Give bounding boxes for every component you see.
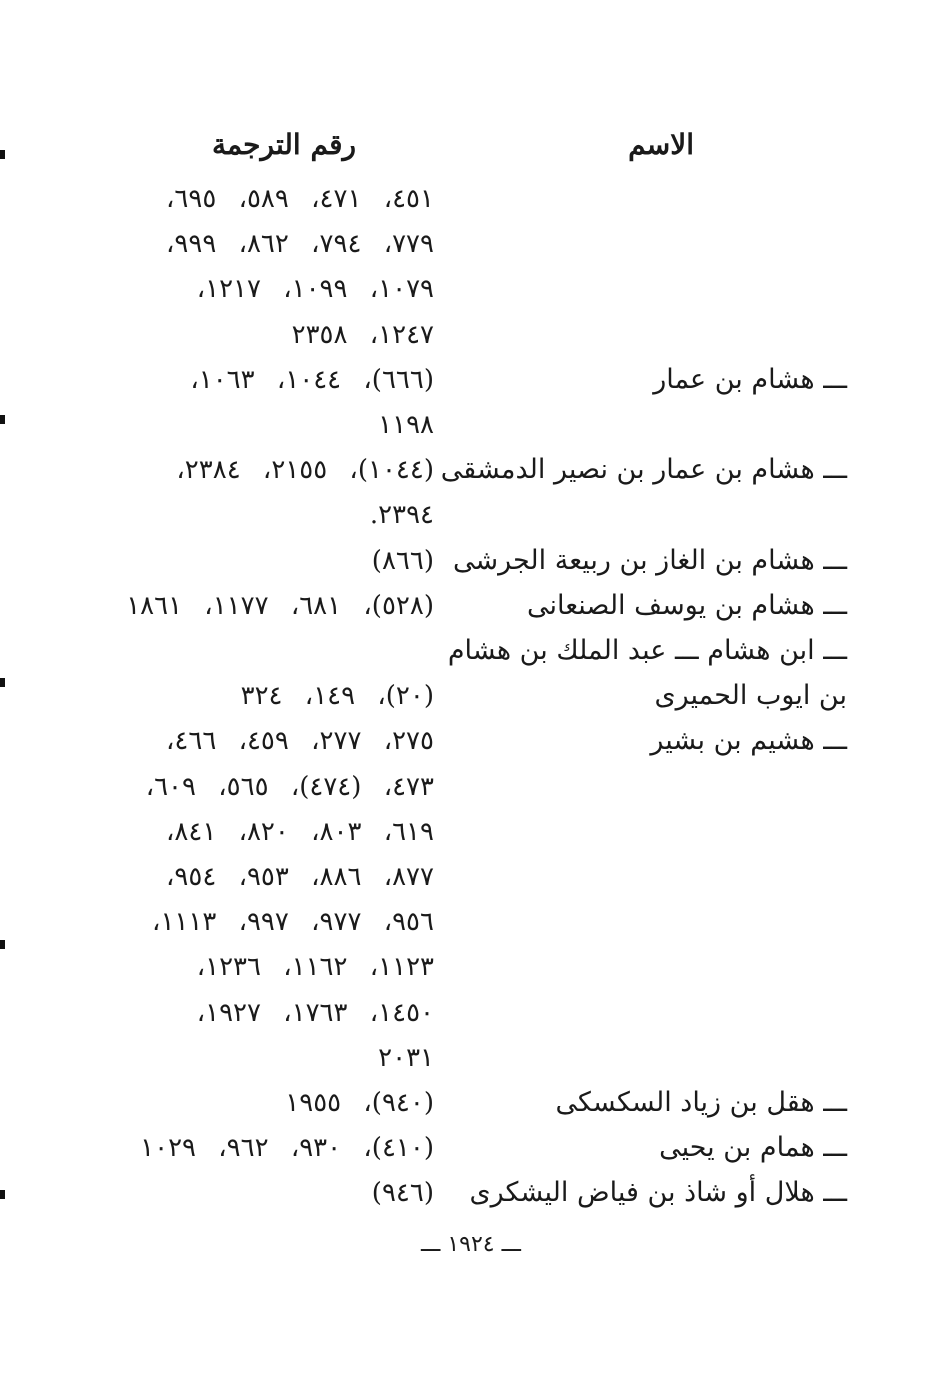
entry-numbers: ٢٠٣١ xyxy=(378,1042,434,1073)
margin-mark xyxy=(0,1190,5,1199)
entry-name: ـــ همام بن يحيى xyxy=(659,1132,847,1164)
index-row xyxy=(0,810,942,854)
entry-name: ـــ ابن هشام ـــ عبد الملك بن هشام xyxy=(447,635,847,666)
entry-name: بن ايوب الحميرى xyxy=(654,680,847,712)
index-row xyxy=(0,991,942,1035)
index-row xyxy=(0,900,942,944)
entry-numbers: ١٤٥٠، ١٧٦٣، ١٩٢٧، xyxy=(196,997,434,1028)
margin-mark xyxy=(0,150,5,159)
index-row xyxy=(0,403,942,447)
entry-name: ـــ هشام بن عمار بن نصير الدمشقى xyxy=(440,454,847,486)
entry-numbers: ١٢٤٧، ٢٣٥٨ xyxy=(291,319,434,350)
index-row xyxy=(0,177,942,221)
index-row xyxy=(0,448,942,492)
entry-numbers: (٨٦٦) xyxy=(371,545,434,576)
entry-numbers: (٢٠)، ١٤٩، ٣٢٤ xyxy=(240,681,434,712)
index-row xyxy=(0,584,942,628)
entry-numbers: (٦٦٦)، ١٠٤٤، ١٠٦٣، xyxy=(190,364,434,395)
entry-numbers: ١١٩٨ xyxy=(378,410,434,440)
index-row xyxy=(0,1081,942,1125)
index-row xyxy=(0,493,942,537)
margin-mark xyxy=(0,940,5,949)
entry-name: ـــ هشام بن يوسف الصنعانى xyxy=(527,589,847,621)
entry-name: ـــ هشيم بن بشير xyxy=(650,725,847,757)
index-row xyxy=(0,1126,942,1170)
index-row xyxy=(0,1036,942,1080)
index-row xyxy=(0,765,942,809)
index-row xyxy=(0,719,942,763)
entry-name: ـــ هشام بن الغاز بن ربيعة الجرشى xyxy=(452,544,847,576)
entry-numbers: (٥٢٨)، ٦٨١، ١١٧٧، ١٨٦١ xyxy=(126,590,434,621)
entry-numbers: ٨٧٧، ٨٨٦، ٩٥٣، ٩٥٤، xyxy=(166,862,434,892)
margin-mark xyxy=(0,678,5,687)
page-number: ـــ ١٩٢٤ ـــ xyxy=(421,1232,521,1257)
name-column-header: الاسم xyxy=(628,128,694,161)
entry-numbers: ٤٥١، ٤٧١، ٥٨٩، ٦٩٥، xyxy=(166,184,434,214)
entry-numbers: ٦١٩، ٨٠٣، ٨٢٠، ٨٤١، xyxy=(166,816,434,847)
entry-numbers: (٤١٠)، ٩٣٠، ٩٦٢، ١٠٢٩ xyxy=(140,1133,434,1164)
entry-numbers: ٢٧٥، ٢٧٧، ٤٥٩، ٤٦٦، xyxy=(166,726,434,757)
index-row xyxy=(0,358,942,402)
index-row xyxy=(0,313,942,357)
margin-mark xyxy=(0,415,5,424)
index-row xyxy=(0,855,942,899)
entry-numbers: ١١٢٣، ١١٦٢، ١٢٣٦، xyxy=(196,952,434,983)
entry-numbers: ٤٧٣، (٤٧٤)، ٥٦٥، ٦٠٩، xyxy=(145,771,434,802)
index-row xyxy=(0,674,942,718)
entry-numbers: (١٠٤٤)، ٢١٥٥، ٢٣٨٤، xyxy=(176,455,434,486)
entry-name: ـــ هلال أو شاذ بن فياض اليشكرى xyxy=(469,1177,847,1209)
entry-numbers: (٩٤٠)، ١٩٥٥ xyxy=(285,1088,434,1118)
index-row xyxy=(0,267,942,311)
number-column-header: رقم الترجمة xyxy=(211,128,356,161)
index-row xyxy=(0,945,942,989)
entry-numbers: ٧٧٩، ٧٩٤، ٨٦٢، ٩٩٩، xyxy=(166,229,434,260)
index-row xyxy=(0,222,942,266)
entry-numbers: (٩٤٦) xyxy=(371,1178,434,1209)
entry-numbers: ١٠٧٩، ١٠٩٩، ١٢١٧، xyxy=(196,274,434,305)
index-row xyxy=(0,1171,942,1215)
entry-numbers: ٩٥٦، ٩٧٧، ٩٩٧، ١١١٣، xyxy=(152,907,434,938)
entry-name: ـــ هشام بن عمار xyxy=(653,363,847,395)
entry-name: ـــ هقل بن زياد السكسكى xyxy=(555,1087,847,1118)
entry-numbers: ٢٣٩٤. xyxy=(369,500,434,531)
index-row xyxy=(0,539,942,583)
index-row xyxy=(0,629,942,673)
